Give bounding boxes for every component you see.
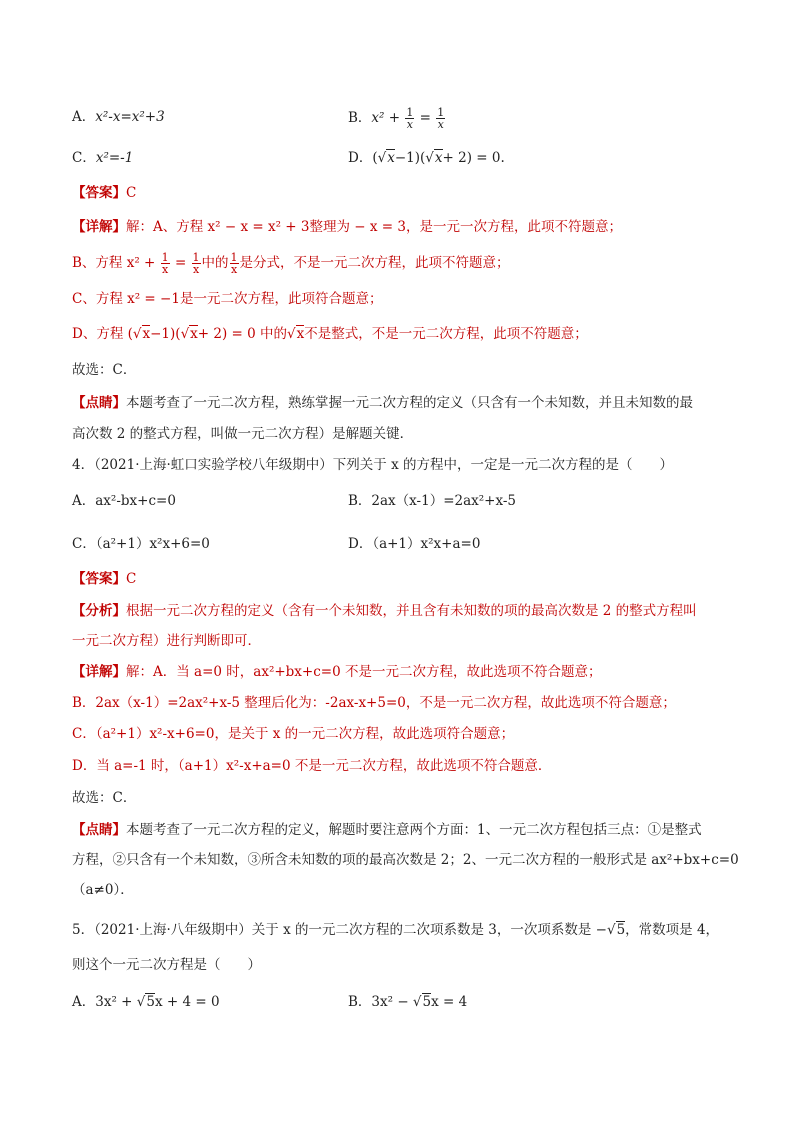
q5-stem-line1: 5．（2021·上海·八年级期中）关于 x 的一元二次方程的二次项系数是 3，一次项系数是 −√5，常数项是 4，	[72, 922, 720, 938]
q3-option-d-root2: x	[434, 150, 443, 166]
q3-detail-b-frac3: $\frac{1}{x}$	[230, 251, 238, 276]
q4-option-c: C．（a²+1）x²x+6=0	[72, 536, 210, 552]
q3-option-d-pre: (	[372, 150, 378, 166]
q5-option-b-root: 5	[422, 994, 432, 1010]
q4-answer	[72, 569, 136, 589]
q3-detail-tag: 【详解】	[72, 219, 126, 235]
q5-stem-root: 5	[616, 922, 626, 938]
q4-detail-c: C．（a²+1）x²-x+6=0，是关于 x 的一元二次方程，故此选项符合题意；	[72, 726, 515, 742]
q4-analysis-tag: 【分析】	[72, 603, 126, 619]
q3-option-b-pre: x² +	[371, 110, 401, 126]
q3-detail-d-root1: x	[142, 326, 151, 342]
q3-option-d: D．(√x−1)(√x+ 2) = 0.	[348, 150, 505, 166]
q5-option-a: A．3x² + √5x + 4 = 0	[72, 994, 220, 1010]
q4-detail-tag: 【详解】	[72, 664, 126, 680]
q3-detail-d-pre: D、方程 (	[72, 326, 133, 342]
q4-answer-tag: 【答案】	[72, 571, 126, 587]
q4-analysis-line1	[72, 601, 697, 621]
q3-option-b-frac2: $\frac{1}{x}$	[437, 106, 445, 131]
q3-option-d-post: + 2) = 0.	[442, 150, 505, 166]
q4-comment-line1	[72, 820, 702, 840]
q3-option-b-frac1: $\frac{1}{x}$	[406, 106, 414, 131]
q3-choose: 故选：C．	[72, 362, 137, 378]
q3-detail-d-mid: −1)(	[150, 326, 181, 342]
q3-option-b	[348, 107, 446, 130]
q4-analysis-line2: 一元二次方程）进行判断即可．	[72, 633, 261, 649]
q3-option-b-eq: =	[419, 110, 431, 126]
q5-option-a-post: x + 4 = 0	[154, 994, 220, 1010]
q4-comment-tag: 【点睛】	[72, 822, 126, 838]
q3-option-d-mid: −1)(	[394, 150, 426, 166]
q4-detail-a-text: 解：A．当 a=0 时，ax²+bx+c=0 不是一元二次方程，故此选项不符合题意；	[126, 664, 602, 680]
q3-detail-b-mid: 中的	[201, 255, 229, 271]
q5-option-b: B．3x² − √5x = 4	[348, 994, 468, 1010]
q3-option-a-label: A．	[72, 109, 96, 125]
q3-detail-b-pre: B、方程 x² +	[72, 255, 156, 271]
q3-option-d-root1: x	[387, 150, 395, 166]
q5-option-a-root: 5	[146, 994, 155, 1010]
q3-option-b-label: B．	[348, 110, 372, 126]
q3-comment-line2: 高次数 2 的整式方程，叫做一元二次方程）是解题关键．	[72, 426, 414, 442]
q4-choose: 故选：C．	[72, 790, 137, 806]
q4-comment-line3: （a≠0）．	[72, 882, 134, 898]
q4-comment-line2: 方程，②只含有一个未知数，③所含未知数的项的最高次数是 2；2、一元二次方程的一般形式是 ax²+bx+c=0	[72, 852, 739, 868]
q5-stem-post: ，常数项是 4，	[625, 922, 720, 938]
q4-option-b: B．2ax（x-1）=2ax²+x-5	[348, 493, 517, 509]
q3-detail-a	[72, 217, 622, 237]
q3-detail-d-root2: x	[190, 326, 198, 342]
q4-option-a: A．ax²-bx+c=0	[72, 493, 176, 509]
q4-comment-text1: 本题考查了一元二次方程的定义，解题时要注意两个方面：1、一元二次方程包括三点：①是整式	[126, 822, 702, 838]
q3-option-c-text: x²=-1	[95, 150, 134, 166]
q3-option-c	[72, 148, 133, 168]
q5-stem-pre: 5．（2021·上海·八年级期中）关于 x 的一元二次方程的二次项系数是 3，一次项系数是 −	[72, 922, 607, 938]
q3-option-c-label: C．	[72, 150, 96, 166]
q4-analysis-text1: 根据一元二次方程的定义（含有一个未知数，并且含有未知数的项的最高次数是 2 的整式方程叫	[126, 603, 697, 619]
q5-option-b-post: x = 4	[431, 994, 468, 1010]
q3-detail-b	[72, 252, 510, 275]
q3-detail-d-mid2: + 2) = 0 中的	[197, 326, 288, 342]
q3-comment-line1	[72, 393, 693, 413]
q3-detail-d-root3: x	[296, 326, 305, 342]
q3-detail-c: C、方程 x² = −1是一元二次方程，此项符合题意；	[72, 291, 383, 307]
q4-answer-value: C	[126, 571, 137, 587]
q5-stem-line2: 则这个一元二次方程是（ ）	[72, 957, 261, 973]
q4-stem: 4．（2021·上海·虹口实验学校八年级期中）下列关于 x 的方程中，一定是一元二次方程的是（ ）	[72, 457, 673, 473]
q3-comment-tag: 【点睛】	[72, 395, 126, 411]
q3-answer-value: C	[126, 185, 137, 201]
q3-answer-tag: 【答案】	[72, 185, 126, 201]
q4-detail-a	[72, 662, 602, 682]
q3-detail-d: D、方程 (√x−1)(√x+ 2) = 0 中的√x不是整式，不是一元二次方程，此项不符题意；	[72, 326, 588, 342]
q4-detail-b: B．2ax（x-1）=2ax²+x-5 整理后化为：-2ax-x+5=0，不是一元二次方程，故此选项不符合题意；	[72, 695, 676, 711]
q5-option-b-pre: B．3x² −	[348, 994, 409, 1010]
q3-comment-text1: 本题考查了一元二次方程，熟练掌握一元二次方程的定义（只含有一个未知数，并且未知数的最	[126, 395, 693, 411]
q3-option-a-text: x²-x=x²+3	[95, 109, 165, 125]
q3-option-a	[72, 107, 165, 127]
q3-detail-b-post: 是分式，不是一元二次方程，此项不符题意；	[239, 255, 510, 271]
q3-detail-d-post: 不是整式，不是一元二次方程，此项不符题意；	[304, 326, 588, 342]
q3-option-d-label: D．	[348, 150, 373, 166]
q3-detail-b-frac2: $\frac{1}{x}$	[192, 251, 200, 276]
q3-answer	[72, 183, 136, 203]
q5-option-a-pre: A．3x² +	[72, 994, 133, 1010]
q4-detail-d: D．当 a=-1 时，（a+1）x²-x+a=0 不是一元二次方程，故此选项不符合题意．	[72, 758, 552, 774]
q4-option-d: D．（a+1）x²x+a=0	[348, 536, 481, 552]
q3-detail-b-eq: =	[174, 255, 187, 271]
q3-detail-a-text: 解：A、方程 x² − x = x² + 3整理为 − x = 3，是一元一次方程，此项不符题意；	[126, 219, 622, 235]
q3-detail-b-frac1: $\frac{1}{x}$	[161, 251, 169, 276]
